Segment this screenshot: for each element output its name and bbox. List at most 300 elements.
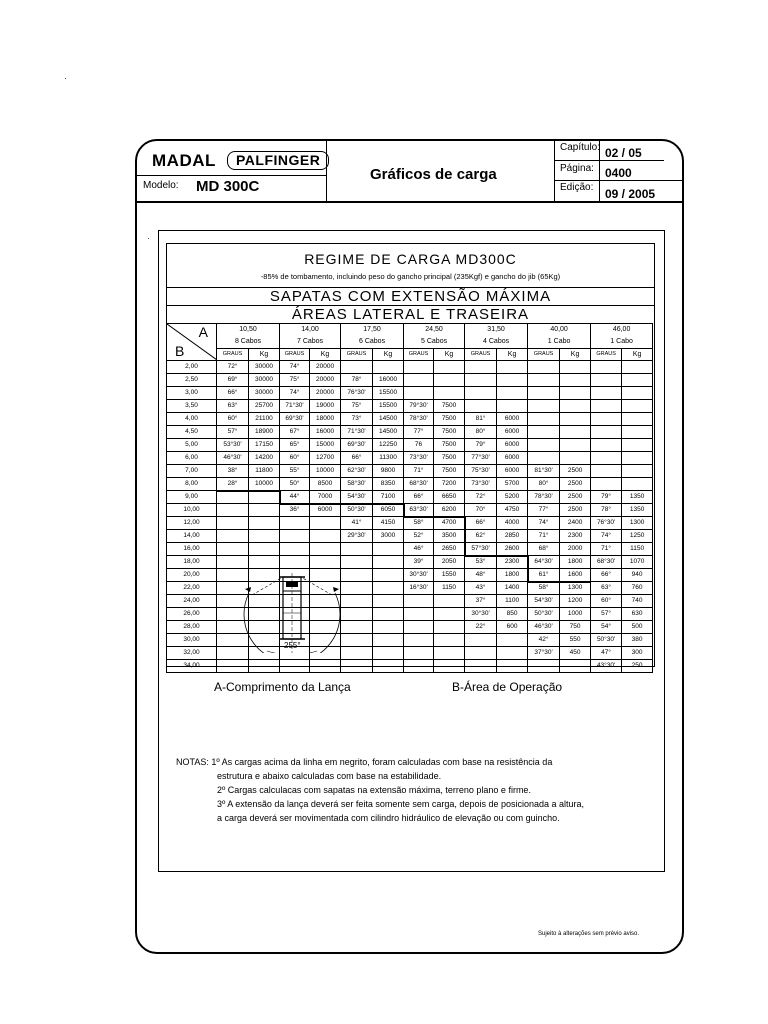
load-cell: 17150 [249, 439, 280, 452]
angle-cell: 16°30' [404, 582, 434, 595]
edition-label: Edição: [560, 182, 594, 193]
angle-cell [217, 543, 249, 556]
angle-cell [465, 634, 497, 647]
angle-cell: 73°30' [465, 478, 497, 491]
load-cell [434, 634, 465, 647]
load-cell: 6200 [434, 504, 465, 517]
radius-cell: 2,00 [167, 361, 217, 374]
angle-cell: 81° [465, 413, 497, 426]
table-row [167, 556, 653, 569]
angle-cell: 77°30' [465, 452, 497, 465]
load-cell [560, 452, 591, 465]
load-cell: 1150 [622, 543, 653, 556]
angle-cell [591, 400, 622, 413]
angle-cell: 57° [217, 426, 249, 439]
angle-cell: 58°30' [341, 478, 373, 491]
load-cell [373, 556, 404, 569]
angle-cell [528, 361, 560, 374]
load-cell [373, 647, 404, 660]
load-cell [560, 361, 591, 374]
sub-header-degrees: GRAUS [280, 349, 310, 361]
load-cell: 19000 [310, 400, 341, 413]
table-row [167, 426, 653, 439]
angle-cell [404, 361, 434, 374]
angle-cell: 75° [341, 400, 373, 413]
angle-cell: 78° [591, 504, 622, 517]
load-cell: 2600 [497, 543, 528, 556]
load-cell: 18000 [310, 413, 341, 426]
load-cell: 18900 [249, 426, 280, 439]
angle-cell: 28° [217, 478, 249, 491]
strength-stability-boundary [464, 516, 466, 557]
load-cell [434, 387, 465, 400]
load-cell: 6050 [373, 504, 404, 517]
angle-cell: 76°30' [341, 387, 373, 400]
angle-cell [465, 660, 497, 673]
boom-column-header: 10,50 8 Cabos [217, 324, 280, 349]
angle-cell: 53°30' [217, 439, 249, 452]
load-cell [373, 569, 404, 582]
load-cell: 8500 [310, 478, 341, 491]
strength-stability-boundary [404, 516, 465, 518]
angle-cell: 64°30' [528, 556, 560, 569]
angle-cell [217, 491, 249, 504]
load-cell: 6650 [434, 491, 465, 504]
strength-stability-boundary [280, 503, 341, 505]
angle-cell: 53° [465, 556, 497, 569]
angle-cell: 66° [404, 491, 434, 504]
angle-cell: 71° [404, 465, 434, 478]
meta-divider-2 [554, 180, 682, 181]
load-cell [560, 387, 591, 400]
angle-cell: 66° [341, 452, 373, 465]
radius-cell: 6,00 [167, 452, 217, 465]
angle-cell [528, 413, 560, 426]
legend-boom-length: A-Comprimento da Lança [214, 680, 351, 694]
brand-logo-madal: MADAL [152, 151, 216, 170]
table-row [167, 387, 653, 400]
header-divider-v1 [326, 141, 327, 201]
model-label: Modelo: [143, 180, 179, 191]
load-cell [249, 543, 280, 556]
header-divider [137, 201, 682, 203]
load-cell [560, 426, 591, 439]
angle-cell [404, 634, 434, 647]
load-cell [622, 361, 653, 374]
angle-cell [280, 556, 310, 569]
brand-logo-palfinger: PALFINGER [227, 151, 329, 170]
load-cell [434, 374, 465, 387]
load-cell: 7500 [434, 413, 465, 426]
load-cell [622, 452, 653, 465]
angle-cell: 74° [280, 387, 310, 400]
angle-cell: 48° [465, 569, 497, 582]
corner-cell [167, 324, 217, 361]
note-1b: estrutura e abaixo calculadas com base na estabilidade. [217, 771, 442, 781]
angle-cell [404, 595, 434, 608]
footer-disclaimer: Sujeito à alterações sem prévio aviso. [538, 931, 640, 937]
angle-cell [404, 374, 434, 387]
notes-block [176, 755, 584, 825]
load-cell [497, 387, 528, 400]
sub-header-degrees: GRAUS [341, 349, 373, 361]
radius-cell: 14,00 [167, 530, 217, 543]
angle-cell: 54° [591, 621, 622, 634]
angle-cell [280, 530, 310, 543]
load-cell [434, 621, 465, 634]
load-cell: 2400 [560, 517, 591, 530]
table-row [167, 491, 653, 504]
load-cell: 7000 [310, 491, 341, 504]
document-title: Gráficos de carga [370, 166, 497, 183]
load-cell: 30000 [249, 387, 280, 400]
angle-cell: 68°30' [404, 478, 434, 491]
strength-stability-boundary [527, 555, 529, 583]
scan-speck [65, 78, 66, 79]
angle-cell: 75°30' [465, 465, 497, 478]
angle-cell: 50° [280, 478, 310, 491]
angle-cell: 72° [217, 361, 249, 374]
angle-cell: 78°30' [528, 491, 560, 504]
load-cell: 600 [497, 621, 528, 634]
load-cell: 12700 [310, 452, 341, 465]
angle-cell [591, 439, 622, 452]
load-cell: 250 [622, 660, 653, 673]
angle-cell: 60° [217, 413, 249, 426]
angle-cell: 55° [280, 465, 310, 478]
angle-cell [465, 374, 497, 387]
angle-cell: 54°30' [528, 595, 560, 608]
load-cell [622, 387, 653, 400]
angle-cell: 60° [591, 595, 622, 608]
load-cell: 8350 [373, 478, 404, 491]
load-cell: 300 [622, 647, 653, 660]
angle-cell [280, 660, 310, 673]
load-cell: 6000 [497, 465, 528, 478]
legend-operation-area: B-Área de Operação [452, 680, 563, 694]
load-cell [560, 413, 591, 426]
angle-cell [341, 660, 373, 673]
angle-cell: 73°30' [404, 452, 434, 465]
angle-cell [465, 647, 497, 660]
sub-header-kg: Kg [434, 349, 465, 361]
load-cell [434, 608, 465, 621]
load-cell [560, 374, 591, 387]
angle-cell: 66° [591, 569, 622, 582]
load-cell [373, 634, 404, 647]
angle-cell [217, 517, 249, 530]
load-cell: 6000 [497, 426, 528, 439]
table-row [167, 452, 653, 465]
radius-cell: 24,00 [167, 595, 217, 608]
strength-stability-boundary [403, 503, 405, 518]
radius-cell: 10,00 [167, 504, 217, 517]
boom-column-header: 31,50 4 Cabos [465, 324, 528, 349]
angle-cell: 74° [528, 517, 560, 530]
load-cell [622, 465, 653, 478]
load-cell: 6000 [310, 504, 341, 517]
table-row [167, 400, 653, 413]
angle-cell: 78° [341, 374, 373, 387]
load-cell: 6000 [497, 452, 528, 465]
load-cell: 20000 [310, 387, 341, 400]
load-cell: 1250 [622, 530, 653, 543]
angle-cell [591, 478, 622, 491]
angle-cell: 69° [217, 374, 249, 387]
angle-cell: 80° [465, 426, 497, 439]
angle-cell: 60° [280, 452, 310, 465]
load-cell: 14200 [249, 452, 280, 465]
angle-cell [465, 361, 497, 374]
chart-subtitle: -85% de tombamento, incluindo peso do gancho principal (235Kgf) e gancho do jib (65Kg) [260, 272, 561, 281]
angle-cell: 52° [404, 530, 434, 543]
sub-header-kg: Kg [249, 349, 280, 361]
load-cell [310, 530, 341, 543]
angle-cell [591, 387, 622, 400]
chart-heading-areas: ÁREAS LATERAL E TRASEIRA [291, 306, 530, 323]
load-cell [373, 582, 404, 595]
angle-cell: 43°30' [591, 660, 622, 673]
angle-cell [528, 400, 560, 413]
angle-cell [528, 374, 560, 387]
angle-cell: 77° [528, 504, 560, 517]
load-cell: 3000 [373, 530, 404, 543]
load-cell: 5700 [497, 478, 528, 491]
load-cell: 11800 [249, 465, 280, 478]
sub-header-kg: Kg [310, 349, 341, 361]
angle-cell: 58° [528, 582, 560, 595]
angle-cell: 68°30' [591, 556, 622, 569]
meta-divider-1 [554, 160, 664, 161]
load-cell [622, 439, 653, 452]
model-value: MD 300C [196, 178, 260, 195]
angle-cell: 36° [280, 504, 310, 517]
chapter-value: 02 / 05 [605, 146, 642, 160]
load-cell: 2300 [497, 556, 528, 569]
angle-cell: 30°30' [404, 569, 434, 582]
angle-cell [591, 465, 622, 478]
load-cell [560, 439, 591, 452]
header-divider-v2 [554, 141, 555, 201]
angle-cell [528, 660, 560, 673]
radius-cell: 8,00 [167, 478, 217, 491]
load-cell: 1800 [560, 556, 591, 569]
chapter-label: Capítulo: [560, 142, 601, 153]
load-cell: 10000 [310, 465, 341, 478]
table-row [167, 543, 653, 556]
load-cell: 15500 [373, 400, 404, 413]
angle-cell: 42° [528, 634, 560, 647]
load-cell [497, 634, 528, 647]
load-cell: 16000 [310, 426, 341, 439]
angle-cell: 61° [528, 569, 560, 582]
load-cell [249, 491, 280, 504]
load-cell [373, 595, 404, 608]
boom-column-header: 14,00 7 Cabos [280, 324, 341, 349]
angle-cell: 76 [404, 439, 434, 452]
sub-header-kg: Kg [560, 349, 591, 361]
load-cell: 2300 [560, 530, 591, 543]
load-cell: 30000 [249, 361, 280, 374]
angle-cell: 46°30' [528, 621, 560, 634]
angle-cell [591, 374, 622, 387]
angle-cell: 29°30' [341, 530, 373, 543]
note-1a: 1º As cargas acima da linha em negrito, foram calculadas com base na resistência da [211, 757, 553, 767]
load-cell: 1550 [434, 569, 465, 582]
load-cell [249, 530, 280, 543]
angle-cell: 22° [465, 621, 497, 634]
radius-cell: 3,00 [167, 387, 217, 400]
load-cell [310, 556, 341, 569]
load-cell [373, 361, 404, 374]
angle-cell: 69°30' [341, 439, 373, 452]
load-cell: 3500 [434, 530, 465, 543]
strength-stability-boundary [279, 490, 281, 505]
notes-label: NOTAS: [176, 757, 209, 767]
load-cell: 4700 [434, 517, 465, 530]
note-3a: 3º A extensão da lança deverá ser feita somente sem carga, depois de posicionada a altura, [217, 799, 585, 809]
angle-cell: 38° [217, 465, 249, 478]
sub-header-kg: Kg [622, 349, 653, 361]
angle-cell: 54°30' [341, 491, 373, 504]
angle-cell: 41° [341, 517, 373, 530]
load-cell: 1000 [560, 608, 591, 621]
radius-cell: 32,00 [167, 647, 217, 660]
load-cell: 9800 [373, 465, 404, 478]
table-row [167, 439, 653, 452]
load-cell: 4000 [497, 517, 528, 530]
angle-cell: 78°30' [404, 413, 434, 426]
load-cell: 2650 [434, 543, 465, 556]
angle-cell: 46° [404, 543, 434, 556]
load-cell: 550 [560, 634, 591, 647]
angle-cell [404, 608, 434, 621]
load-cell: 1300 [560, 582, 591, 595]
angle-cell: 79° [465, 439, 497, 452]
load-cell: 7500 [434, 465, 465, 478]
sub-header-kg: Kg [373, 349, 404, 361]
angle-cell: 43° [465, 582, 497, 595]
angle-cell: 71° [528, 530, 560, 543]
table-row [167, 413, 653, 426]
load-cell [249, 660, 280, 673]
page-value: 0400 [605, 166, 632, 180]
load-cell [249, 504, 280, 517]
angle-cell [404, 660, 434, 673]
load-cell: 11300 [373, 452, 404, 465]
load-cell [497, 647, 528, 660]
angle-cell [591, 361, 622, 374]
angle-cell [591, 452, 622, 465]
angle-cell [217, 556, 249, 569]
radius-cell: 2,50 [167, 374, 217, 387]
load-cell [622, 374, 653, 387]
angle-cell [528, 426, 560, 439]
load-cell: 1100 [497, 595, 528, 608]
angle-cell: 80° [528, 478, 560, 491]
load-cell: 14500 [373, 426, 404, 439]
radius-cell: 7,00 [167, 465, 217, 478]
angle-cell: 67° [280, 426, 310, 439]
load-cell: 750 [560, 621, 591, 634]
load-cell: 20000 [310, 374, 341, 387]
load-cell: 7500 [434, 439, 465, 452]
angle-cell: 77° [404, 426, 434, 439]
radius-cell: 9,00 [167, 491, 217, 504]
radius-cell: 16,00 [167, 543, 217, 556]
sub-header-degrees: GRAUS [465, 349, 497, 361]
table-row [167, 374, 653, 387]
angle-cell [465, 400, 497, 413]
load-cell: 12250 [373, 439, 404, 452]
angle-cell: 63° [217, 400, 249, 413]
table-row [167, 660, 653, 673]
angle-cell [341, 543, 373, 556]
angle-cell [465, 387, 497, 400]
load-cell: 10000 [249, 478, 280, 491]
strength-stability-boundary [340, 503, 342, 505]
logo-divider [137, 175, 326, 176]
load-cell: 5200 [497, 491, 528, 504]
angle-cell: 71°30' [341, 426, 373, 439]
angle-cell: 37° [465, 595, 497, 608]
load-cell [373, 543, 404, 556]
load-cell: 21100 [249, 413, 280, 426]
load-cell [434, 647, 465, 660]
load-cell: 1070 [622, 556, 653, 569]
sub-header-degrees: GRAUS [404, 349, 434, 361]
load-cell: 1350 [622, 491, 653, 504]
angle-cell: 71°30' [280, 400, 310, 413]
angle-cell [528, 439, 560, 452]
note-2: 2º Cargas calculacas com sapatas na extensão máxima, terreno plano e firme. [217, 785, 531, 795]
load-cell: 1800 [497, 569, 528, 582]
load-cell: 2850 [497, 530, 528, 543]
angle-cell: 75° [280, 374, 310, 387]
angle-cell: 74° [280, 361, 310, 374]
table-row [167, 465, 653, 478]
load-cell: 500 [622, 621, 653, 634]
angle-cell: 66° [465, 517, 497, 530]
strength-stability-boundary [217, 490, 280, 492]
angle-cell: 57° [591, 608, 622, 621]
angle-cell: 63°30' [404, 504, 434, 517]
load-cell [622, 478, 653, 491]
angle-cell [341, 556, 373, 569]
angle-cell [591, 426, 622, 439]
angle-cell [591, 413, 622, 426]
load-cell [310, 660, 341, 673]
radius-cell: 34,00 [167, 660, 217, 673]
sub-header-degrees: GRAUS [591, 349, 622, 361]
load-cell [373, 608, 404, 621]
angle-cell: 50°30' [341, 504, 373, 517]
load-cell: 2500 [560, 478, 591, 491]
load-cell: 1600 [560, 569, 591, 582]
load-cell [310, 543, 341, 556]
load-cell [249, 556, 280, 569]
load-cell: 1150 [434, 582, 465, 595]
load-cell [622, 400, 653, 413]
load-cell: 630 [622, 608, 653, 621]
angle-cell: 30°30' [465, 608, 497, 621]
operation-area-diagram [227, 573, 357, 653]
load-cell: 760 [622, 582, 653, 595]
diagram-angle-label: 255° [284, 641, 301, 650]
angle-cell [280, 517, 310, 530]
load-cell: 14500 [373, 413, 404, 426]
angle-cell: 50°30' [528, 608, 560, 621]
